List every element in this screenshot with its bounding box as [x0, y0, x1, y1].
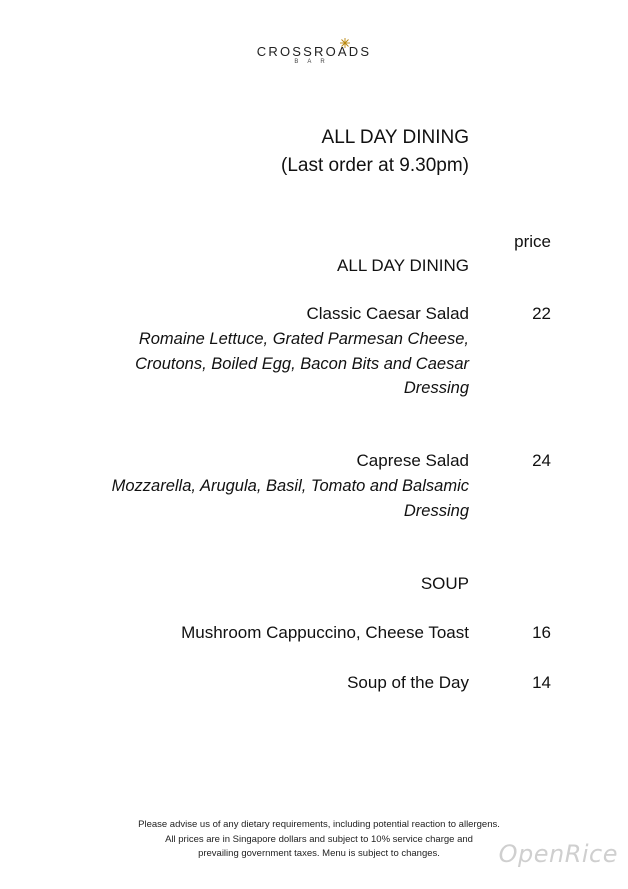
menu-item-name: Classic Caesar Salad — [306, 304, 469, 323]
brand-logo: CROSSROADS — [256, 44, 372, 59]
menu-item-price: 16 — [532, 623, 551, 642]
menu-item-name: Soup of the Day — [347, 673, 469, 692]
description-line: Mozzarella, Arugula, Basil, Tomato and Balsamic — [111, 477, 469, 495]
section-title: ALL DAY DINING — [337, 256, 469, 275]
menu-item-description — [135, 327, 469, 401]
menu-item-price: 22 — [532, 304, 551, 323]
openrice-watermark: OpenRice — [498, 840, 618, 868]
menu-item-name: Caprese Salad — [356, 451, 469, 470]
description-line: Croutons, Boiled Egg, Bacon Bits and Caesar — [135, 354, 469, 373]
description-line: Romaine Lettuce, Grated Parmesan Cheese, — [138, 330, 469, 348]
section-title: SOUP — [420, 574, 469, 593]
description-line: Dressing — [403, 501, 469, 520]
footer-line: All prices are in Singapore dollars and subject to 10% service charge and — [165, 833, 473, 845]
menu-item-price: 14 — [532, 673, 551, 692]
menu-item-description — [112, 474, 469, 523]
page-title: ALL DAY DINING — [321, 127, 469, 148]
footer-line: prevailing government taxes. Menu is subject to changes. — [198, 848, 440, 859]
brand-subtitle: BAR — [294, 59, 334, 65]
footer-line: Please advise us of any dietary requirements, including potential reaction to allergens. — [138, 819, 500, 830]
page-subtitle: (Last order at 9.30pm) — [281, 155, 469, 176]
price-column-label: price — [514, 232, 551, 251]
menu-item-price: 24 — [532, 451, 551, 470]
star-icon — [340, 38, 350, 48]
description-line: Dressing — [403, 379, 469, 397]
menu-item-name: Mushroom Cappuccino, Cheese Toast — [181, 623, 469, 642]
